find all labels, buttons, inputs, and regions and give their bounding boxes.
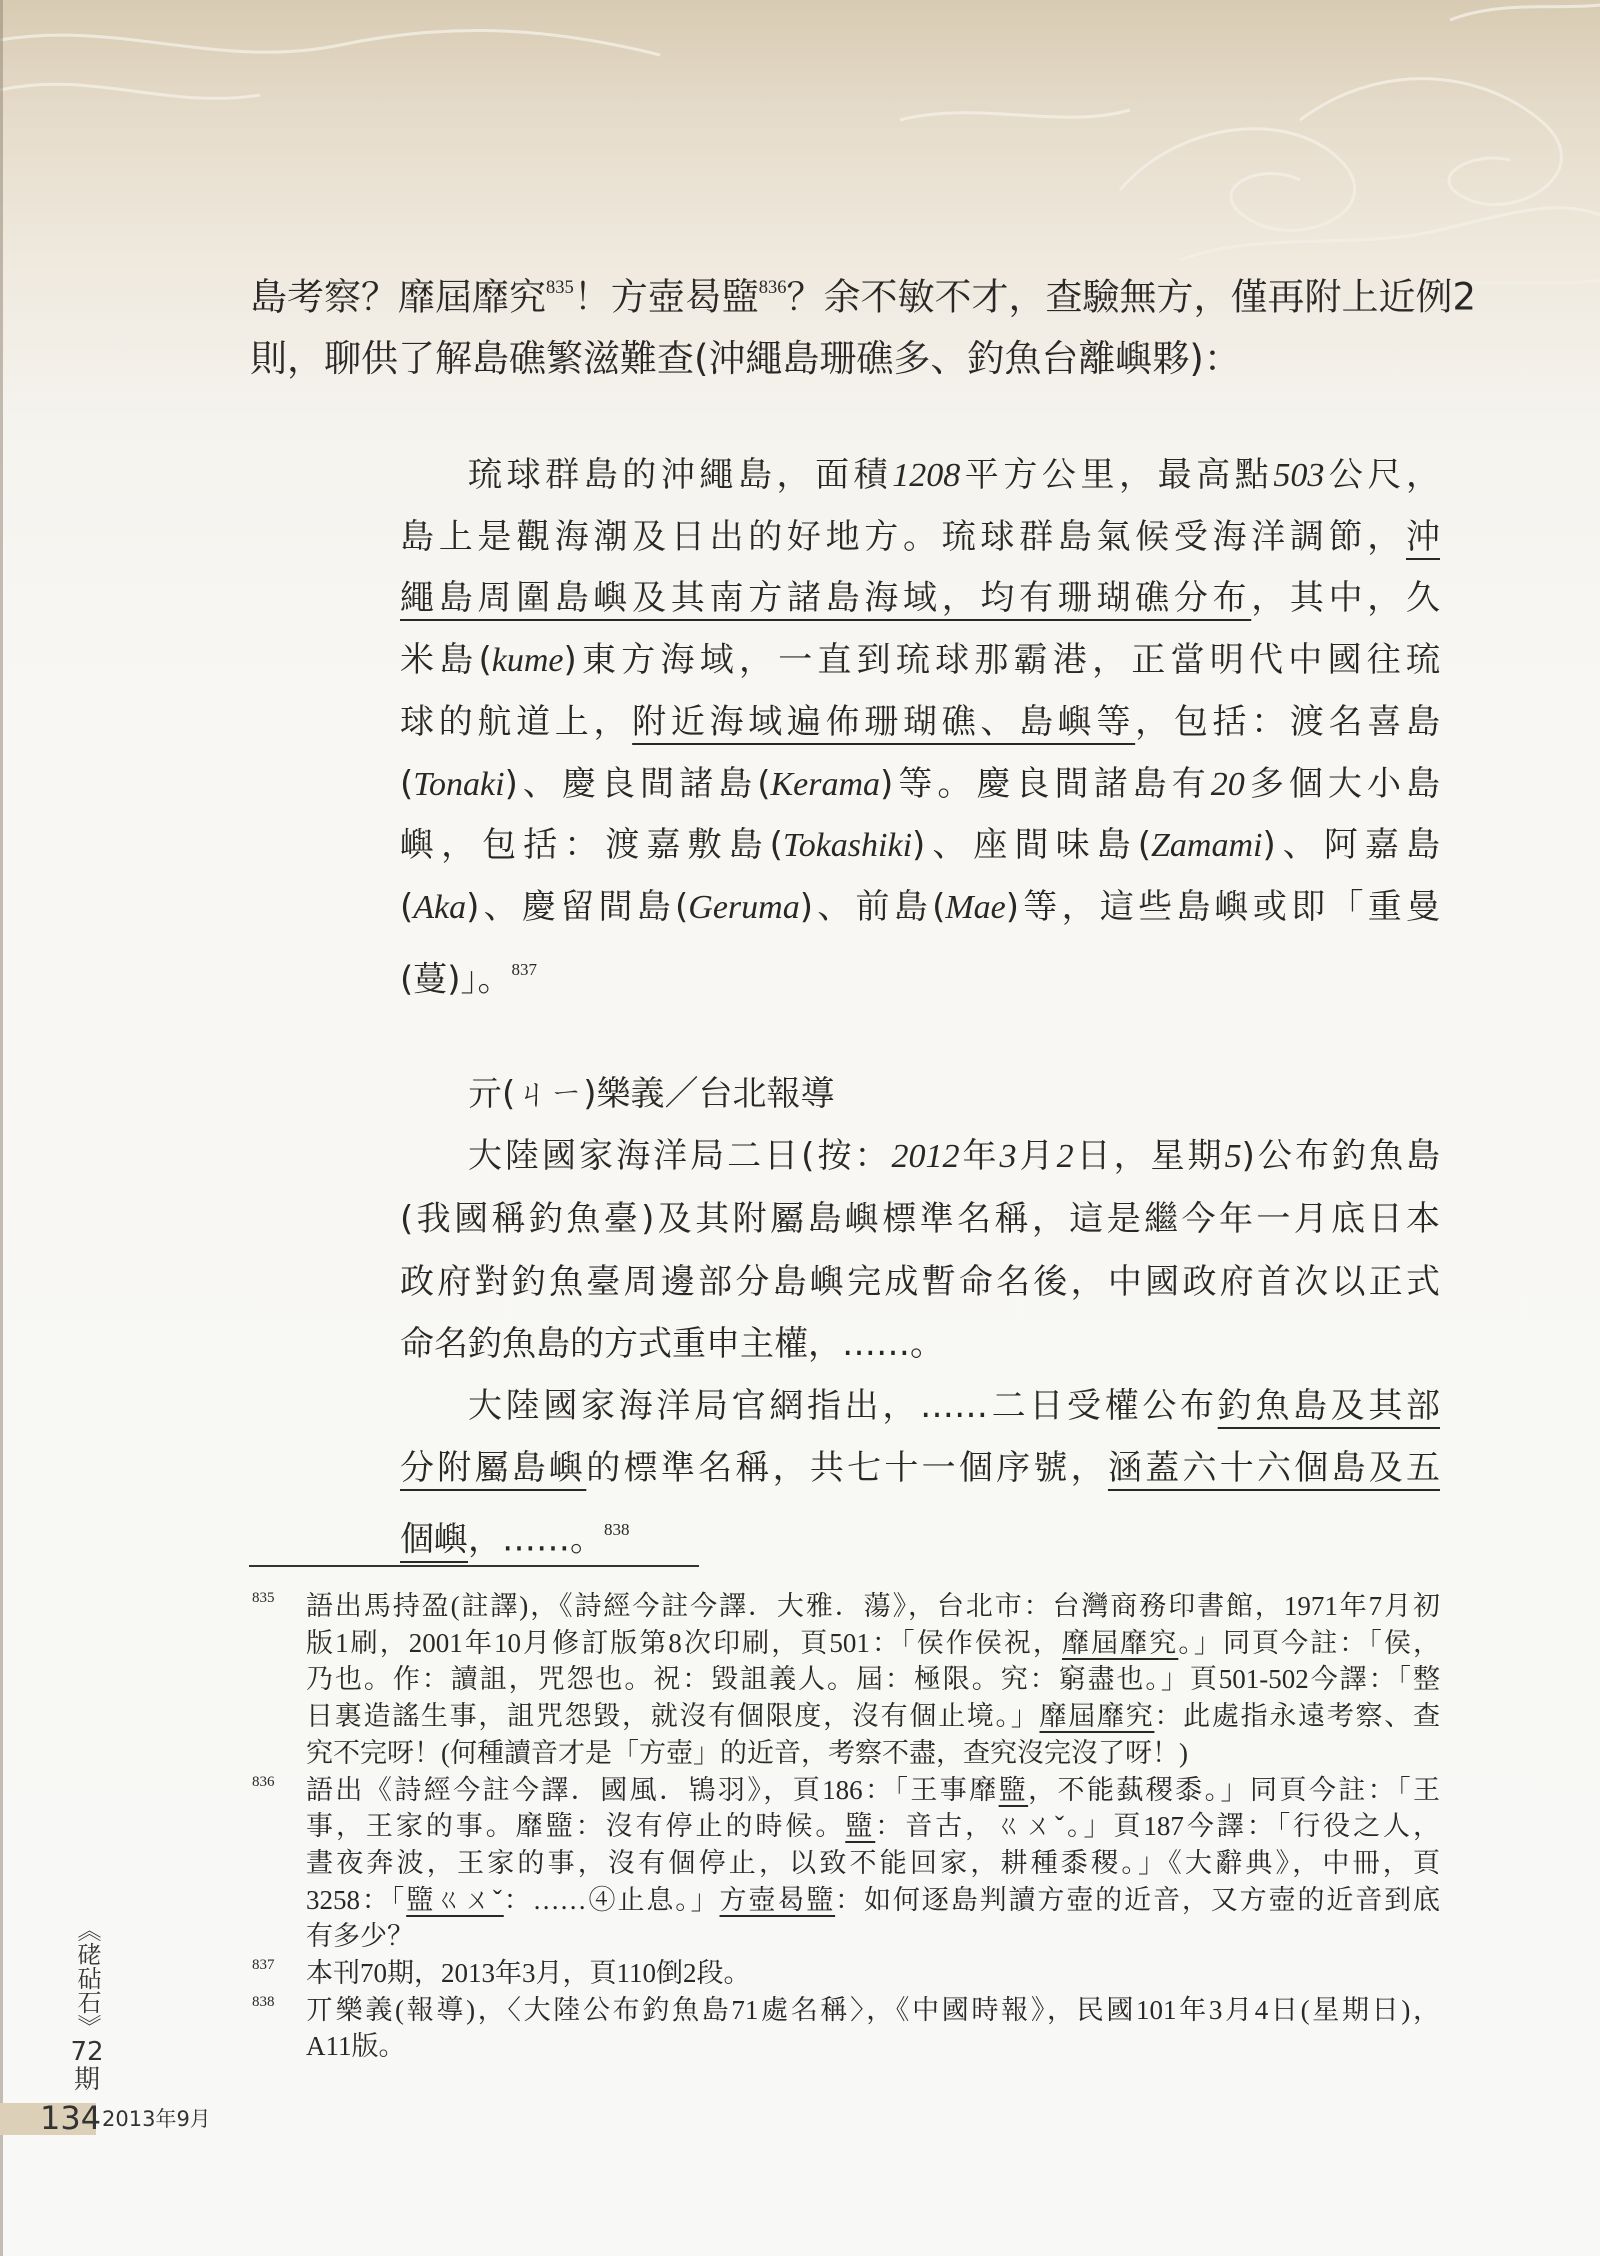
text-run: )、座間味島( [912, 825, 1151, 866]
issue-number: 72 [70, 2037, 104, 2067]
latin-text: Tokashiki [782, 827, 913, 865]
text-run: (蔓)」。 [400, 958, 512, 999]
text-run: ：音古，ㄍㄨˇ。」頁187今譯：「行役之人， [875, 1811, 1441, 1842]
text-line [400, 1437, 1440, 1499]
footnote-835 [252, 1588, 1440, 1772]
text-line [400, 939, 1440, 1011]
news-quote-block [400, 1063, 1440, 1571]
text-run: ？余不敏不才，查驗無方，僅再附上近例2 [786, 275, 1477, 319]
latin-text: Aka [413, 888, 467, 926]
latin-text: 5 [1224, 1138, 1242, 1176]
text-line [250, 258, 1477, 328]
text-run: 版1刷，2001年10月修訂版第8次印刷，頁501：「侯作侯祝， [306, 1627, 1062, 1658]
text-run: 。」同頁今註：「侯， [1178, 1627, 1441, 1658]
footnote-number: 838 [252, 1993, 275, 2010]
footnote-line [306, 1661, 1440, 1698]
footnote-838 [252, 1992, 1440, 2065]
footnote-line [306, 1625, 1440, 1662]
text-run: 年 [959, 1136, 1000, 1177]
text-line [400, 1375, 1440, 1437]
text-run: )等。慶良間諸島有 [880, 763, 1211, 804]
page-number: 134 [40, 2099, 102, 2137]
text-run: )、慶良間諸島( [504, 763, 771, 804]
footnote-line [306, 1992, 1440, 2029]
text-line [400, 1251, 1440, 1313]
text-run: 政府對釣魚臺周邊部分島嶼完成暫命名後，中國政府首次以正式 [400, 1261, 1440, 1302]
text-run: 球的航道上， [400, 701, 633, 742]
text-run: 有多少？ [306, 1921, 414, 1952]
text-line [400, 692, 1440, 754]
text-run: 語出《詩經今註今譯．國風．鴇羽》，頁186：「王事靡 [306, 1774, 999, 1805]
text-run: 究不完呀！(何種讀音才是「方壺」的近音，考察不盡，查究沒完沒了呀！) [306, 1737, 1188, 1768]
text-line [400, 815, 1440, 877]
text-run: ：……④止息。」 [503, 1884, 720, 1915]
text-run: )東方海域，一直到琉球那霸港，正當明代中國往琉 [563, 640, 1441, 681]
text-line [400, 1063, 1440, 1125]
footnote-number: 837 [252, 1957, 275, 1974]
text-run: 島上是觀海潮及日出的好地方。琉球群島氣候受海洋調節， [400, 516, 1406, 557]
issue-date: 2013年9月 [102, 2107, 211, 2131]
underlined-text: 個嶼 [400, 1519, 468, 1560]
underlined-text: 釣魚島及其部 [1217, 1386, 1441, 1427]
text-line [400, 877, 1440, 939]
text-line [400, 630, 1440, 692]
text-run: 命名釣魚島的方式重申主權，……。 [400, 1323, 944, 1364]
footnote-line [306, 1698, 1440, 1735]
footnote-837 [252, 1955, 1440, 1992]
text-run: 大陸國家海洋局二日(按： [468, 1136, 892, 1177]
footnote-ref: 838 [604, 1520, 630, 1540]
text-run: 平方公里，最高點 [960, 455, 1274, 495]
journal-title: 《硓砧石》 [73, 1918, 101, 2038]
underlined-text: 盬 [998, 1774, 1029, 1805]
text-run: 乃也。作：讀詛，咒怨也。祝：毀詛義人。屆：極限。究：窮盡也。」頁501-502今譯：「整 [306, 1664, 1440, 1695]
text-run: )等，這些島嶼或即「重曼 [1005, 886, 1441, 927]
footnote-line [306, 1955, 1440, 1992]
latin-text: 2012 [891, 1138, 960, 1176]
text-run: A11版。 [306, 2031, 406, 2062]
text-run: ( [400, 886, 414, 927]
text-run: 3258：「 [306, 1884, 407, 1915]
text-run: 嶼，包括：渡嘉敷島( [400, 825, 783, 866]
footnote-number: 836 [252, 1773, 275, 1790]
text-run: ，其中，久 [1251, 578, 1441, 619]
text-run: ：此處指永遠考察、查 [1154, 1701, 1441, 1732]
latin-text: Zamami [1150, 827, 1263, 865]
footnote-ref: 837 [511, 959, 538, 979]
text-line [250, 328, 1440, 389]
footnote-line [306, 1918, 1440, 1955]
footnotes [252, 1588, 1440, 2065]
text-run: 事，王家的事。靡盬：沒有停止的時候。 [306, 1811, 846, 1842]
okinawa-quote-block [400, 445, 1440, 1011]
text-run: ：如何逐島判讀方壺的近音，又方壺的近音到底 [835, 1884, 1441, 1915]
text-line [400, 1188, 1440, 1250]
text-run: (我國稱釣魚臺)及其附屬島嶼標準名稱，這是繼今年一月底日本 [400, 1199, 1440, 1240]
text-run: 丌樂義(報導)，〈大陸公布釣魚島71處名稱〉，《中國時報》，民國101年3月4日(星期日)， [306, 1994, 1440, 2025]
text-line [400, 754, 1440, 816]
footnote-836 [252, 1772, 1440, 1956]
underlined-text: 靡屆靡究 [1039, 1701, 1155, 1732]
text-run: 月 [1016, 1136, 1057, 1177]
underlined-text: 盬ㄍㄨˇ [406, 1884, 504, 1915]
underlined-text: 沖 [1406, 516, 1440, 557]
underlined-text: 分附屬島嶼 [400, 1448, 587, 1489]
page-edge [0, 0, 3, 2256]
footnote-line [306, 1772, 1440, 1809]
intro-paragraph [250, 258, 1477, 389]
latin-text: 1208 [892, 457, 961, 494]
footnote-divider [249, 1565, 699, 1567]
latin-text: 20 [1210, 765, 1245, 803]
footnote-line [306, 1845, 1440, 1882]
text-run: 島考察？靡屆靡究 [250, 275, 546, 319]
text-run: 琉球群島的沖繩島，面積 [468, 455, 893, 495]
latin-text: Mae [945, 888, 1006, 926]
underlined-text: 方壺曷盬 [719, 1884, 836, 1915]
journal-side-label [70, 1918, 104, 2094]
footnote-ref: 835 [546, 278, 574, 298]
text-run: 本刊70期，2013年3月，頁110倒2段。 [306, 1958, 751, 1989]
footnote-line [306, 2028, 1440, 2065]
text-line [400, 1499, 1440, 1571]
text-run: 日裏造謠生事，詛咒怨毀，就沒有個限度，沒有個止境。」 [306, 1701, 1040, 1732]
text-run: 亓(ㄐㄧ)樂義／台北報導 [468, 1074, 835, 1114]
text-run: )公布釣魚島 [1241, 1136, 1441, 1177]
text-run: 晝夜奔波，王家的事，沒有個停止，以致不能回家，耕種黍稷。」《大辭典》，中冊，頁 [306, 1847, 1440, 1878]
text-run: ，……。 [468, 1519, 604, 1560]
text-run: 語出馬持盈(註譯)，《詩經今註今譯．大雅．蕩》，台北市：台灣商務印書館，1971年7月初 [306, 1591, 1440, 1621]
text-run: 米島( [400, 640, 492, 681]
underlined-text: 附近海域遍佈珊瑚礁、島嶼等 [632, 701, 1136, 742]
underlined-text: 盬 [845, 1811, 876, 1842]
text-line [400, 568, 1440, 630]
text-run: ，包括：渡名喜島 [1135, 701, 1441, 742]
text-run: 的標準名稱，共七十一個序號， [586, 1448, 1108, 1489]
underlined-text: 繩島周圍島嶼及其南方諸島海域，均有珊瑚礁分布 [400, 578, 1252, 619]
latin-text: Kerama [770, 765, 881, 803]
text-run: 公尺， [1324, 455, 1441, 495]
latin-text: 3 [999, 1138, 1017, 1176]
text-run: )、阿嘉島 [1262, 825, 1441, 866]
latin-text: kume [491, 642, 564, 680]
latin-text: Geruma [688, 888, 800, 926]
text-run: 則，聊供了解島礁繁滋難查(沖繩島珊礁多、釣魚台離嶼夥)： [250, 336, 1241, 380]
text-line [400, 1125, 1440, 1188]
text-run: )、前島( [799, 886, 946, 927]
underlined-text: 涵蓋六十六個島及五 [1107, 1448, 1441, 1489]
text-run: ，不能蓺稷黍。」同頁今註：「王 [1028, 1774, 1441, 1805]
latin-text: 503 [1273, 457, 1325, 494]
latin-text: 2 [1056, 1138, 1074, 1176]
footnote-line [306, 1882, 1440, 1919]
text-run: )、慶留間島( [466, 886, 689, 927]
text-run: 日，星期 [1073, 1136, 1225, 1177]
text-line [400, 1313, 1440, 1375]
latin-text: Tonaki [413, 765, 505, 803]
footnote-line [306, 1808, 1440, 1845]
underlined-text: 靡屆靡究 [1062, 1627, 1179, 1658]
footnote-number: 835 [252, 1590, 275, 1606]
issue-unit: 期 [73, 2065, 100, 2095]
text-run: 多個大小島 [1244, 763, 1441, 804]
text-run: 大陸國家海洋局官網指出，……二日受權公布 [468, 1386, 1218, 1427]
text-line [400, 445, 1440, 507]
footnote-line [306, 1588, 1440, 1625]
footnote-ref: 836 [758, 278, 787, 298]
text-run: ( [400, 763, 414, 804]
footnote-line [306, 1735, 1440, 1772]
text-line [400, 507, 1440, 569]
text-run: ！方壺曷盬 [573, 275, 759, 319]
